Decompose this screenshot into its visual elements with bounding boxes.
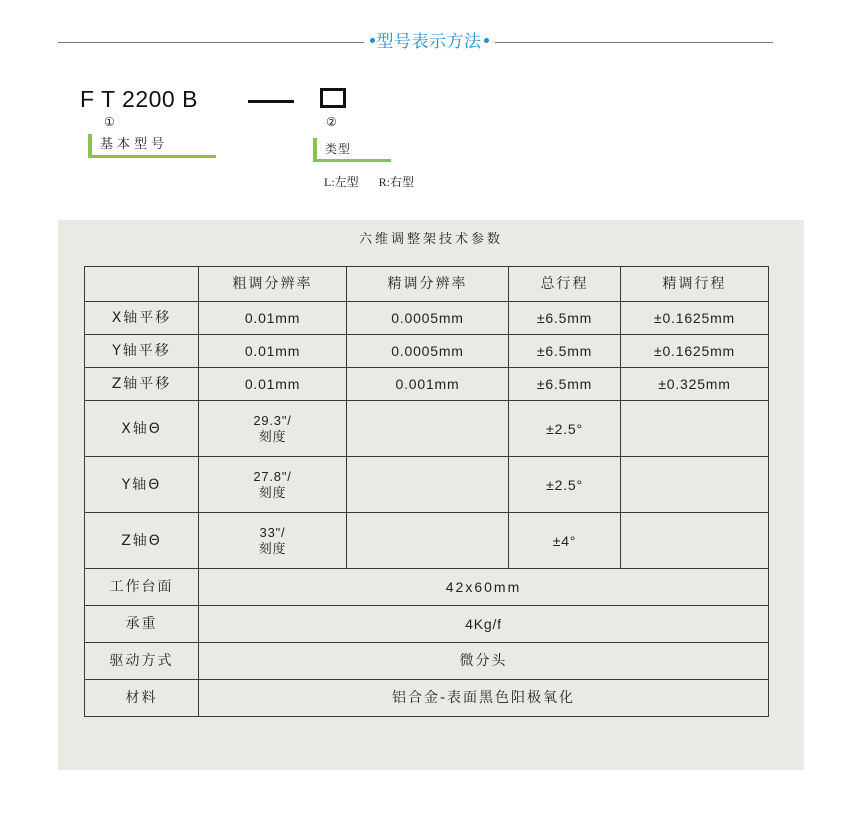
table-row-drive (85, 643, 769, 680)
load-value: 4Kg/f (199, 606, 769, 643)
spec-table (84, 266, 769, 717)
bullet-dot-icon (370, 38, 375, 43)
fine-travel (621, 513, 769, 569)
row-label: Y轴Θ (85, 457, 199, 513)
type-left: L:左型 (324, 175, 359, 189)
header-cell: 总行程 (509, 267, 621, 302)
coarse-resolution: 0.01mm (199, 368, 347, 401)
total-travel: ±6.5mm (509, 302, 621, 335)
header-cell: 粗调分辨率 (199, 267, 347, 302)
header-cell: 精调行程 (621, 267, 769, 302)
row-label: 驱动方式 (85, 643, 199, 680)
table-header-row (85, 267, 769, 302)
table-row (85, 401, 769, 457)
fine-travel: ±0.1625mm (621, 335, 769, 368)
type-right: R:右型 (378, 175, 415, 189)
table-row-worktable (85, 569, 769, 606)
model-dash (248, 100, 294, 103)
coarse-resolution (199, 513, 347, 569)
header-cell (85, 267, 199, 302)
table-row (85, 457, 769, 513)
header-cell: 精调分辨率 (347, 267, 509, 302)
label-type-text: 类型 (325, 142, 352, 156)
coarse-value: 27.8"/ (253, 468, 292, 484)
row-label: Y轴平移 (85, 335, 199, 368)
coarse-resolution: 0.01mm (199, 302, 347, 335)
total-travel: ±2.5° (509, 401, 621, 457)
fine-resolution: 0.001mm (347, 368, 509, 401)
total-travel: ±6.5mm (509, 368, 621, 401)
total-travel: ±2.5° (509, 457, 621, 513)
total-travel: ±6.5mm (509, 335, 621, 368)
coarse-value: 33"/ (259, 524, 286, 540)
spec-panel (58, 220, 804, 770)
row-label: X轴平移 (85, 302, 199, 335)
table-row-material (85, 680, 769, 717)
table-row-load (85, 606, 769, 643)
fine-travel (621, 401, 769, 457)
spec-table-title: 六维调整架技术参数 (358, 232, 503, 247)
index-marker-1: ① (104, 115, 115, 129)
fine-resolution (347, 457, 509, 513)
section-title (0, 30, 858, 54)
model-code: F T 2200 B (80, 86, 198, 112)
type-placeholder-box-icon (320, 88, 346, 108)
coarse-resolution: 0.01mm (199, 335, 347, 368)
row-label: 承重 (85, 606, 199, 643)
row-label: Z轴Θ (85, 513, 199, 569)
fine-travel: ±0.325mm (621, 368, 769, 401)
fine-travel: ±0.1625mm (621, 302, 769, 335)
fine-resolution: 0.0005mm (347, 302, 509, 335)
coarse-value: 29.3"/ (253, 412, 292, 428)
label-basic-model-text: 基本型号 (100, 137, 169, 152)
coarse-resolution (199, 401, 347, 457)
table-row (85, 513, 769, 569)
table-row (85, 368, 769, 401)
row-label: Z轴平移 (85, 368, 199, 401)
fine-resolution (347, 513, 509, 569)
fine-travel (621, 457, 769, 513)
row-label: 材料 (85, 680, 199, 717)
table-row (85, 335, 769, 368)
section-title-text: 型号表示方法 (376, 32, 482, 52)
row-label: 工作台面 (85, 569, 199, 606)
coarse-unit: 刻度 (258, 428, 287, 444)
type-options (324, 175, 414, 189)
coarse-resolution (199, 457, 347, 513)
fine-resolution (347, 401, 509, 457)
material-value: 铝合金-表面黑色阳极氧化 (199, 680, 769, 717)
bullet-dot-icon (484, 38, 489, 43)
worktable-value: 42x60mm (199, 569, 769, 606)
fine-resolution: 0.0005mm (347, 335, 509, 368)
index-marker-2: ② (326, 115, 337, 129)
table-row (85, 302, 769, 335)
row-label: X轴Θ (85, 401, 199, 457)
coarse-unit: 刻度 (258, 484, 287, 500)
coarse-unit: 刻度 (258, 540, 287, 556)
drive-value: 微分头 (199, 643, 769, 680)
total-travel: ±4° (509, 513, 621, 569)
